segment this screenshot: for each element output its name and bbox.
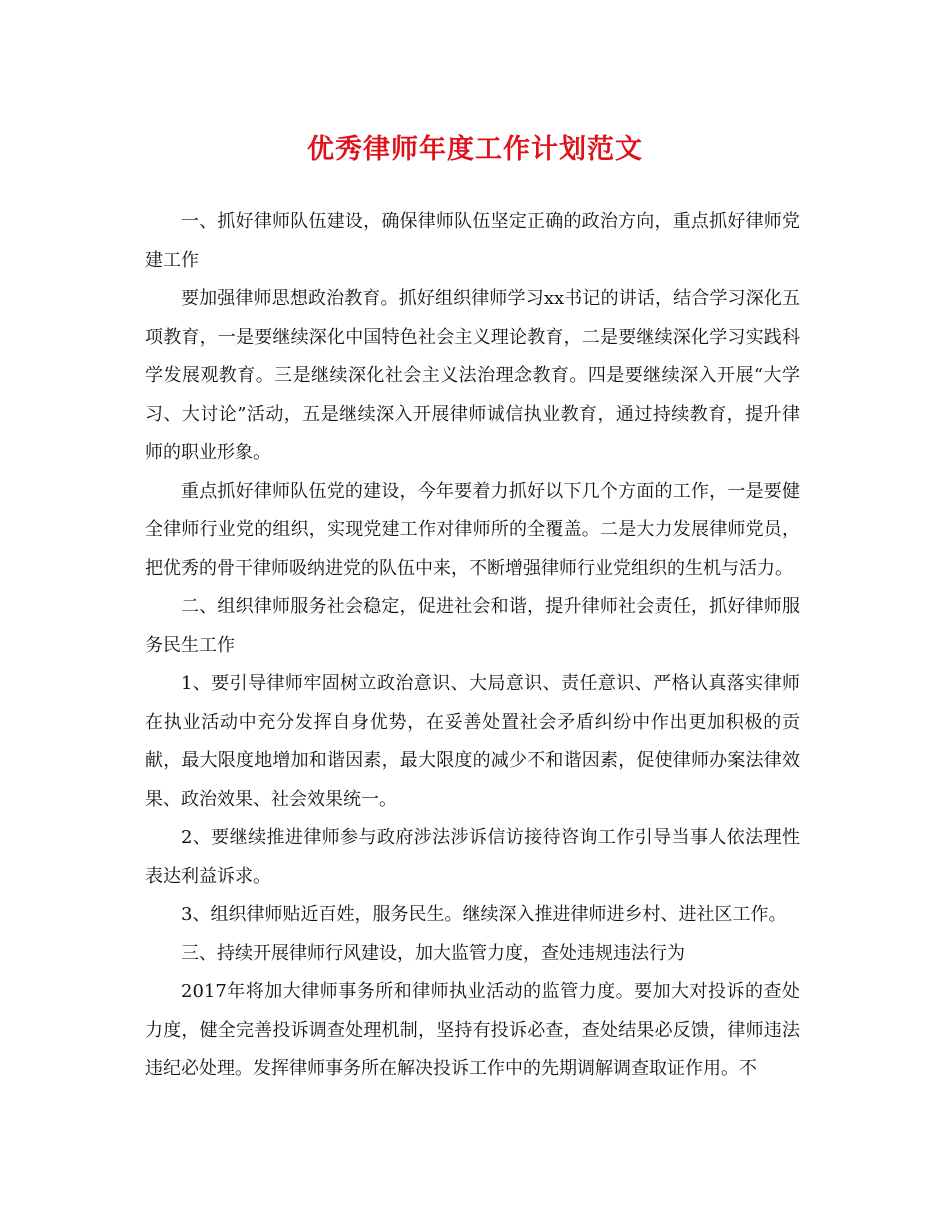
list-item: 3、组织律师贴近百姓，服务民生。继续深入推进律师进乡村、进社区工作。 (181, 904, 787, 925)
list-item: 1、要引导律师牢固树立政治意识、大局意识、责任意识、严格认真落实律师在执业活动中充分发挥自身优势，在妥善处置社会矛盾纠纷中作出更加积极的贡献，最大限度地增加和谐因素，最大限度的减少不和谐因素，促使律师办案法律效果、政治效果、社会效果统一。 (145, 673, 800, 810)
section-heading-2: 二、组织律师服务社会稳定，促进社会和谐，提升律师社会责任，抓好律师服务民生工作 (145, 596, 800, 656)
section-heading-1: 一、抓好律师队伍建设，确保律师队伍坚定正确的政治方向，重点抓好律师党建工作 (145, 211, 800, 271)
paragraph: 要加强律师思想政治教育。抓好组织律师学习xx书记的讲话，结合学习深化五项教育，一是要继续深化中国特色社会主义理论教育，二是要继续深化学习实践科学发展观教育。三是继续深化社会主义法治理念教育。四是要继续深入开展“大学习、大讨论”活动，五是继续深入开展律师诚信执业教育，通过持续教育，提升律师的职业形象。 (145, 288, 800, 463)
document-body (145, 203, 800, 1089)
paragraph: 重点抓好律师队伍党的建设，今年要着力抓好以下几个方面的工作，一是要健全律师行业党的组织，实现党建工作对律师所的全覆盖。二是大力发展律师党员，把优秀的骨干律师吸纳进党的队伍中来，不断增强律师行业党组织的生机与活力。 (145, 480, 800, 579)
paragraph: 2017年将加大律师事务所和律师执业活动的监管力度。要加大对投诉的查处力度，健全完善投诉调查处理机制，坚持有投诉必查，查处结果必反馈，律师违法违纪必处理。发挥律师事务所在解决投诉工作中的先期调解调查取证作用。不 (145, 981, 800, 1079)
list-item: 2、要继续推进律师参与政府涉法涉诉信访接待咨询工作引导当事人依法理性表达利益诉求。 (145, 827, 800, 887)
document-title: 优秀律师年度工作计划范文 (307, 134, 643, 165)
section-heading-3: 三、持续开展律师行风建设，加大监管力度，查处违规违法行为 (181, 942, 685, 964)
